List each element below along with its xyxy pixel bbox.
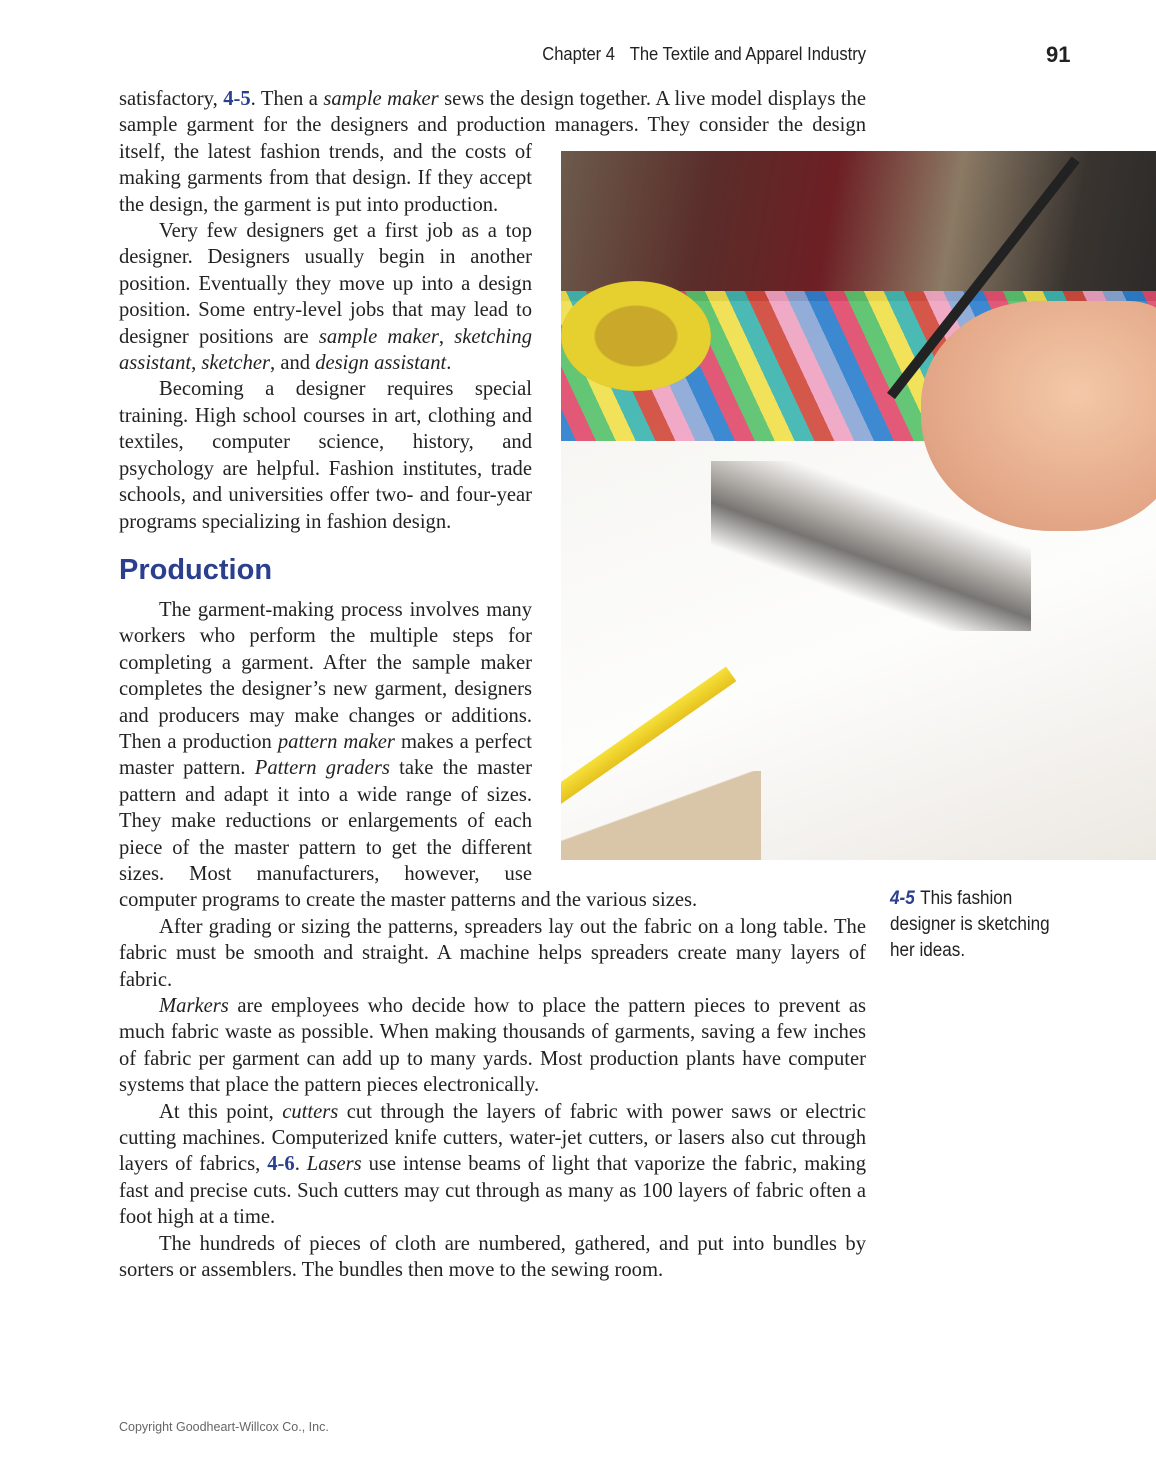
- term: Pattern graders: [254, 757, 390, 780]
- text: ,: [191, 352, 202, 375]
- caption-text: This fashion designer is sketching her ideas.: [890, 888, 1050, 961]
- body-text: [119, 86, 866, 1283]
- term: sample maker: [323, 88, 439, 110]
- paragraph: The hundreds of pieces of cloth are numbered, gathered, and put into bundles by sorters or assemblers. The bundles then move to the sewing room.: [119, 1232, 866, 1282]
- figure-caption: [890, 886, 1070, 964]
- paragraph: After grading or sizing the patterns, spreaders lay out the fabric on a long table. The fabric must be smooth and straight. A machine helps spreaders create many layers of fabric.: [119, 915, 866, 991]
- text: .: [446, 352, 452, 375]
- text: use intense beams of light that vaporize the fabric, making fast and precise cuts. Such cutters may cut through as many as 100 layers of fabric often a foot high at a time.: [119, 1153, 866, 1229]
- text: satisfactory,: [119, 88, 224, 110]
- term: cutters: [282, 1100, 339, 1123]
- running-header: [69, 44, 866, 65]
- text: makes a perfect master pattern.: [119, 730, 533, 780]
- term: Markers: [159, 995, 229, 1017]
- term: sample maker: [318, 325, 439, 348]
- term: sketcher: [201, 352, 271, 375]
- chapter-title: The Textile and Apparel Industry: [629, 44, 866, 64]
- text: .: [294, 1153, 307, 1176]
- figure-ref-4-5[interactable]: 4-5: [223, 88, 251, 110]
- section-heading: Production: [119, 553, 273, 586]
- text: At this point,: [159, 1100, 283, 1123]
- text: The garment-making process involves many workers who perform the multiple steps for completing a garment. After the sample maker completes the designer’s new garment, designers and producers may make changes or additions. Then a production: [119, 598, 532, 753]
- term: pattern maker: [277, 730, 395, 753]
- text: , and: [270, 352, 316, 375]
- text: ,: [438, 325, 455, 348]
- chapter-label: Chapter 4: [542, 44, 615, 64]
- text: sews the design together. A live model displays the sample garment for the designers and production managers. They consider the design itself, the latest fashion trends, and the costs of making garments from that design. If they accept the design, the garment is put into production.: [119, 88, 866, 216]
- text: Very few designers get a first job as a top designer. Designers usually begin in another position. Eventually they move up into a design position. Some entry-level jobs that may lead to designer positions are: [119, 220, 532, 348]
- text: . Then a: [250, 88, 324, 110]
- text: take the master pattern and adapt it into a wide range of sizes. They make reductions or enlargements of each piece of the master pattern to get the different sizes. Most manufacturers, however, use computer programs to create the master patterns and the various sizes.: [119, 757, 698, 912]
- figure-number: 4-5: [890, 888, 915, 909]
- term: sketching assistant: [119, 325, 532, 375]
- paragraph: [119, 1099, 866, 1231]
- term: design assistant: [315, 352, 447, 375]
- figure-ref-4-6[interactable]: 4-6: [267, 1153, 295, 1176]
- paragraph: Becoming a designer requires special training. High school courses in art, clothing and textiles, computer science, history, and psychology are helpful. Fashion institutes, trade schools, and universities offer two- and four-year programs specializing in fashion design.: [119, 378, 532, 533]
- paragraph: [119, 993, 866, 1099]
- text: cut through the layers of fabric with power saws or electric cutting machines. Computerized knife cutters, water-jet cutters, or lasers also cut through layers of fabrics,: [119, 1100, 866, 1176]
- text: are employees who decide how to place the pattern pieces to prevent as much fabric waste as possible. When making thousands of garments, saving a few inches of fabric per garment can add up to many yards. Most production plants have computer systems that place the pattern pieces electronically.: [119, 995, 866, 1097]
- page-number: 91: [1046, 42, 1071, 67]
- term: Lasers: [306, 1153, 362, 1176]
- copyright-footer: Copyright Goodheart-Willcox Co., Inc.: [119, 1420, 329, 1434]
